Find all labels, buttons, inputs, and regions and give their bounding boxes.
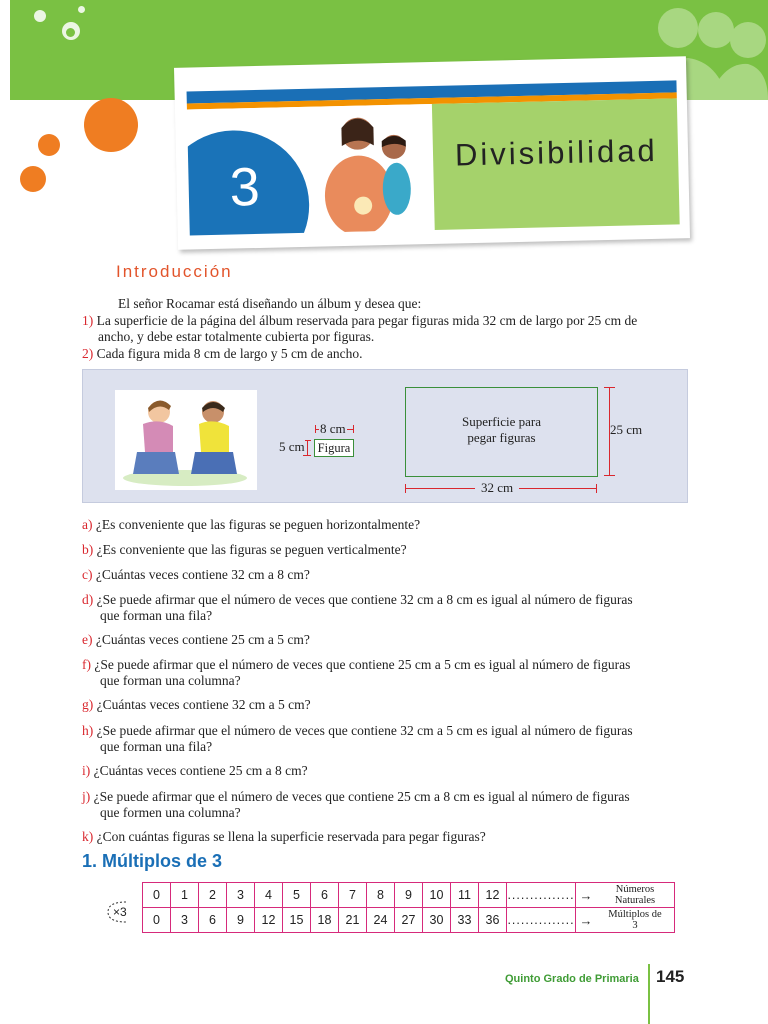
- table-cell: 0: [143, 883, 171, 908]
- arrow-icon: →: [576, 908, 597, 933]
- intro-lead: El señor Rocamar está diseñando un álbum y desea que:: [118, 296, 422, 311]
- question-item: [82, 829, 702, 845]
- tick: [604, 475, 615, 476]
- row-label-line: 3: [632, 920, 638, 931]
- figure-rectangle: Figura: [314, 439, 354, 457]
- table-cell: 9: [227, 908, 255, 933]
- question-text: ¿Cuántas veces contiene 25 cm a 5 cm?: [95, 632, 310, 647]
- question-text: ¿Se puede afirmar que el número de veces que contiene 25 cm a 8 cm es igual al número de figuras: [93, 789, 630, 804]
- decor-orange-circle: [20, 166, 46, 192]
- question-letter: b): [82, 542, 94, 557]
- question-text-cont: que formen una columna?: [100, 805, 241, 820]
- row-label-line: Naturales: [614, 895, 656, 906]
- question-text-cont: que forman una columna?: [100, 673, 241, 688]
- multiplier-label: ×3: [113, 905, 127, 919]
- row-label-line: Números: [615, 884, 655, 895]
- figure-height-line: [307, 440, 308, 456]
- intro-item: [82, 346, 702, 362]
- chapter-title-panel: [432, 98, 680, 230]
- table-cell: 9: [395, 883, 423, 908]
- intro-item: [82, 313, 702, 345]
- question-item: [82, 789, 702, 821]
- question-letter: c): [82, 567, 93, 582]
- question-item: [82, 723, 702, 755]
- item-number: 1): [82, 313, 94, 328]
- surface-height-label: 25 cm: [610, 422, 643, 437]
- table-cell: 15: [283, 908, 311, 933]
- question-letter: a): [82, 517, 93, 532]
- tick: [315, 425, 316, 433]
- table-cell: 5: [283, 883, 311, 908]
- boys-talking-illustration: [115, 390, 257, 490]
- chapter-number-panel: [187, 104, 435, 236]
- question-text: ¿Cuántas veces contiene 32 cm a 5 cm?: [96, 697, 311, 712]
- decor-dot: [38, 46, 52, 60]
- question-text-cont: que forman una fila?: [100, 608, 213, 623]
- question-letter: d): [82, 592, 94, 607]
- table-cell: 6: [311, 883, 339, 908]
- table-cell: 4: [255, 883, 283, 908]
- figure-height-label: 5 cm: [279, 439, 305, 454]
- question-text: ¿Es conveniente que las figuras se peguen horizontalmente?: [95, 517, 421, 532]
- question-text: ¿Se puede afirmar que el número de veces que contiene 32 cm a 5 cm es igual al número de figuras: [96, 723, 633, 738]
- tick: [604, 387, 615, 388]
- item-text: Cada figura mida 8 cm de largo y 5 cm de ancho.: [96, 346, 363, 361]
- footer-divider: [648, 964, 650, 1024]
- table-cell: 24: [367, 908, 395, 933]
- multiples-row: [143, 908, 675, 933]
- multiples-table: [142, 882, 675, 933]
- question-text: ¿Se puede afirmar que el número de veces que contiene 25 cm a 5 cm es igual al número de figuras: [94, 657, 631, 672]
- table-cell-dots: ...............: [507, 883, 576, 908]
- page-number: 145: [656, 967, 685, 986]
- question-letter: j): [82, 789, 91, 804]
- question-text-cont: que forman una fila?: [100, 739, 213, 754]
- section-heading: 1. Múltiplos de 3: [82, 851, 223, 871]
- row-label: [596, 883, 675, 908]
- tick: [405, 484, 406, 493]
- table-cell: 8: [367, 883, 395, 908]
- question-letter: h): [82, 723, 94, 738]
- surface-label-line: Superficie para: [461, 414, 542, 429]
- decor-orange-circle: [38, 134, 60, 156]
- surface-rectangle: [405, 387, 598, 477]
- table-cell: 10: [423, 883, 451, 908]
- footer-grade-text: Quinto Grado de Primaria: [505, 973, 639, 985]
- table-cell: 2: [199, 883, 227, 908]
- decor-dot: [34, 10, 46, 22]
- question-text: ¿Cuántas veces contiene 25 cm a 8 cm?: [93, 763, 308, 778]
- table-cell: 7: [339, 883, 367, 908]
- tick: [596, 484, 597, 493]
- tick: [353, 425, 354, 433]
- chapter-title-card: [174, 56, 690, 250]
- question-item: [82, 567, 702, 583]
- item-text-cont: ancho, y debe estar totalmente cubierta por figuras.: [98, 329, 375, 344]
- table-cell: 33: [451, 908, 479, 933]
- item-text: La superficie de la página del álbum reservada para pegar figuras mida 32 cm de largo por 25 cm de: [96, 313, 638, 328]
- question-letter: e): [82, 632, 93, 647]
- chapter-title: Divisibilidad: [454, 132, 659, 173]
- question-text: ¿Cuántas veces contiene 32 cm a 8 cm?: [95, 567, 310, 582]
- chapter-number: 3: [229, 156, 261, 218]
- table-cell: 1: [171, 883, 199, 908]
- figure-width-label: 8 cm: [320, 421, 346, 436]
- question-letter: f): [82, 657, 91, 672]
- question-text: ¿Se puede afirmar que el número de veces que contiene 32 cm a 8 cm es igual al número de figuras: [96, 592, 633, 607]
- surface-label-line: pegar figuras: [467, 430, 536, 445]
- intro-heading: Introducción: [116, 262, 233, 281]
- table-cell: 6: [199, 908, 227, 933]
- arrow-icon: →: [576, 883, 597, 908]
- question-letter: k): [82, 829, 94, 844]
- chapter-kids-photo: [315, 104, 428, 232]
- table-cell: 12: [255, 908, 283, 933]
- naturals-row: [143, 883, 675, 908]
- question-item: [82, 592, 702, 624]
- question-text: ¿Es conveniente que las figuras se peguen verticalmente?: [96, 542, 407, 557]
- table-cell: 11: [451, 883, 479, 908]
- item-number: 2): [82, 346, 94, 361]
- table-cell-dots: ...............: [507, 908, 576, 933]
- decor-dot: [78, 6, 85, 13]
- question-letter: i): [82, 763, 91, 778]
- table-cell: 3: [171, 908, 199, 933]
- question-text: ¿Con cuántas figuras se llena la superficie reservada para pegar figuras?: [96, 829, 486, 844]
- decor-dot: [66, 28, 75, 37]
- table-cell: 12: [479, 883, 507, 908]
- question-item: [82, 517, 702, 533]
- table-cell: 18: [311, 908, 339, 933]
- question-item: [82, 763, 702, 779]
- table-cell: 3: [227, 883, 255, 908]
- question-item: [82, 542, 702, 558]
- problem-diagram: [82, 369, 688, 503]
- surface-width-label: 32 cm: [475, 480, 519, 496]
- question-letter: g): [82, 697, 94, 712]
- surface-label: [406, 414, 597, 446]
- table-cell: 27: [395, 908, 423, 933]
- tick: [303, 455, 311, 456]
- row-label-line: Múltiplos de: [608, 909, 662, 920]
- question-item: [82, 697, 702, 713]
- table-cell: 36: [479, 908, 507, 933]
- table-cell: 30: [423, 908, 451, 933]
- table-cell: 0: [143, 908, 171, 933]
- question-item: [82, 657, 702, 689]
- times-three-bubble: [104, 900, 134, 924]
- row-label: [596, 908, 675, 933]
- question-item: [82, 632, 702, 648]
- decor-orange-circle: [84, 98, 138, 152]
- table-cell: 21: [339, 908, 367, 933]
